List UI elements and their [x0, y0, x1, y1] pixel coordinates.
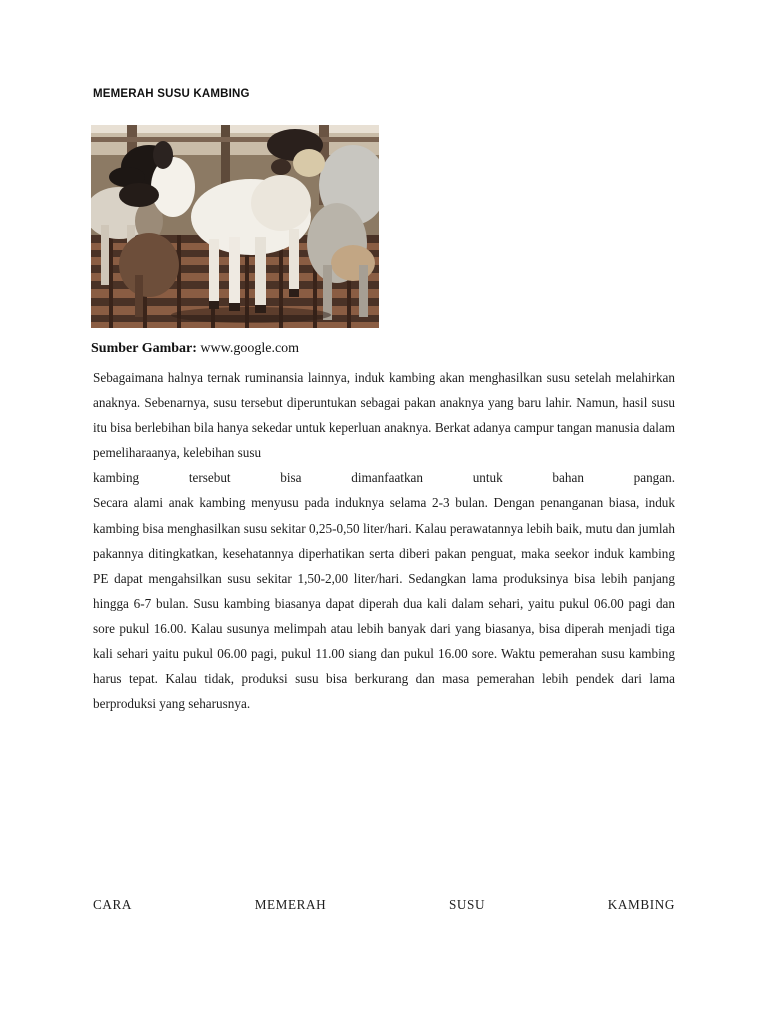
heading-word: MEMERAH [254, 897, 327, 912]
paragraph-1-last-line: kambing tersebut bisa dimanfaatkan untuk bahan pangan. [93, 470, 675, 486]
heading-word: CARA [93, 897, 133, 912]
heading-word: KAMBING [607, 897, 675, 912]
source-label: Sumber Gambar: [91, 341, 197, 356]
section-heading-cara-memerah [93, 897, 675, 913]
goat-photo [91, 125, 379, 328]
image-source [91, 341, 299, 357]
source-link: www.google.com [200, 341, 300, 356]
paragraph-2: Secara alami anak kambing menyusu pada induknya selama 2-3 bulan. Dengan penanganan biasa, induk kambing bisa menghasilkan susu sekitar 0,25-0,50 liter/hari. Kalau perawatannya lebih baik, mutu dan jumlah pakannya ditingkatkan, kesehatannya diperhatikan serta diberi pakan penguat, maka seekor induk kambing PE dapat mengahsilkan susu sekitar 1,50-2,00 liter/hari. Sedangkan lama produksinya bisa lebih panjang hingga 6-7 bulan. Susu kambing biasanya dapat diperah dua kali dalam sehari, yaitu pukul 06.00 pagi dan sore pukul 16.00. Kalau susunya melimpah atau lebih banyak dari yang biasanya, bisa diperah menjadi tiga kali sehari yaitu pukul 06.00 pagi, pukul 11.00 siang dan pukul 16.00 sore. Waktu pemerahan susu kambing harus tepat. Kalau tidak, produksi susu bisa berkurang dan masa pemerahan lebih pendek dari lama berproduksi yang seharusnya. [93, 495, 675, 712]
heading-word: SUSU [448, 897, 486, 912]
document-title: MEMERAH SUSU KAMBING [93, 88, 250, 100]
paragraph-1: Sebagaimana halnya ternak ruminansia lainnya, induk kambing akan menghasilkan susu setelah melahirkan anaknya. Sebenarnya, susu tersebut diperuntukan sebagai pakan anaknya yang baru lahir. Namun, hasil susu itu bisa berlebihan bila hanya sekedar untuk keperluan anaknya. Berkat adanya campur tangan manusia dalam pemeliharaanya, kelebihan susu [93, 370, 675, 461]
body-text [93, 365, 675, 716]
